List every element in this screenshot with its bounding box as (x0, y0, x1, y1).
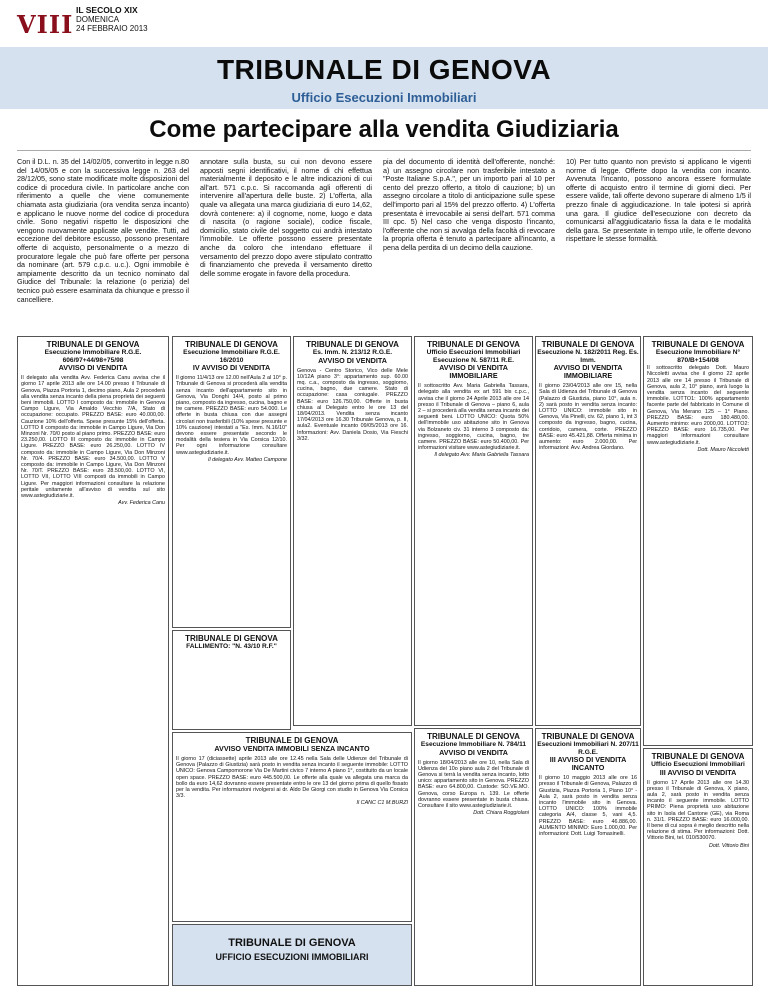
footer-subtitle: UFFICIO ESECUZIONI IMMOBILIARI (215, 952, 369, 962)
notice-title: TRIBUNALE DI GENOVA (306, 340, 399, 349)
intro-text: annotare sulla busta, su cui non devono essere apposti segni identificativi, il nome di chi effettua materialmente il deposito e le altre indicazioni di cui all'art. 571 c.p.c. Si raccomanda agli offerenti di intervenire all'apertura delle buste. 2) L'offerta, alla quale va allegata una marca giudiziaria di euro 14,62, dovrà contenere: a) il cognome, nome, luogo e data di nascita (o ragione sociale), codice fiscale, domicilio, stato civile del soggetto cui andrà intestato l'immobile. Le offerte possono essere presentate anche da coloro che intendano effettuare il versamento del prezzo dopo avere stipulato contratto di finanziamento che preveda il versamento diretto delle somme erogate in favore della procedura. (200, 158, 372, 278)
notice-body: Il giorno 17 Aprile 2013 alle ore 14.30 presso il Tribunale di Genova, X piano, aula 2, sarà posto in vendita senza incanto il seguente immobile. LOTTO PRIMO: Piena proprietà uso abitazione sito in Isola del Cantone (GE), via Roma n. 31/1. PREZZO BASE: euro 16.000,00. Il bene di cui sopra è meglio descritto nella relazione di stima. Per informazioni: Dott. Vittorio Bini, tel. 010/530070. (647, 779, 749, 842)
paper-name: IL SECOLO XIX (76, 5, 138, 15)
notice-body: Il delegato alla vendita Avv. Federica Canu avvisa che il giorno 17 aprile 2013 alle ore 14.00 presso il Tribunale di Genova, Piazza Portoria 1, decimo piano, Aula 2 procederà alla vendita senza incanto della piena proprietà dei seguenti beni immobili. LOTTO I composto da: immobile in Genova Campo Ligure, Via Amaldo Vecchio 7/A, Stato di occupazione: occupato. PREZZO BASE: euro 40.000,00. Cauzione 10% dell'offerta. Spese presunte 15% dell'offerta. LOTTO II composto da: immobile in Campo Ligure, Via Don Minzoni Nr. 70/0 posto al piano primo. PREZZO BASE: euro 23.250,00. LOTTO III composto da: immobile in Campo Ligure. PREZZO BASE: euro 26.250,00. LOTTO IV composto da: immobile in Campo Ligure, Via Don Minzoni Nr. 70/4. PREZZO BASE: euro 34.500,00. LOTTO V composto da: immobile in Campo Ligure, Via Don Minzoni Nr. 70/T. PREZZO BASE: euro 28.500,00. LOTTO VI, LOTTO VII, LOTTO VIII composti da immobili in Campo Ligure. Per maggiori informazioni consultare la relazione peritale unitamente all'avviso di vendita sul sito www.astegiudiziarie.it. (21, 375, 165, 500)
notice-207-11 (535, 728, 641, 986)
intro-column-3 (383, 158, 555, 328)
banner-title: TRIBUNALE DI GENOVA (216, 54, 552, 85)
intro-text: 10) Per tutto quanto non previsto si applicano le vigenti norme di legge. Offerte dopo la vendita con incanto. Avvenuta l'incanto, possono ancora essere formulate offerte di acquisto entro il termine di giorni dieci. Per essere valide, tali offerte devono superare di almeno 1/5 il prezzo finale di aggiudicazione. In tale ipotesi si aprirà una gara. Il giudice dell'esecuzione con decreto da comunicarsi all'aggiudicatario fissa la data e le modalità della gara. Se presentate in tempo utile, le offerte devono rispettare le stesse formalità. (566, 158, 751, 244)
notice-signature: Avv. Federica Canu (118, 500, 165, 507)
notice-vendita-senza-incanto (172, 732, 412, 922)
page-header (0, 0, 768, 40)
notice-16-2010 (172, 336, 291, 628)
notice-title: TRIBUNALE DI GENOVA (185, 340, 278, 349)
weekday: DOMENICA (76, 15, 120, 24)
notice-title: TRIBUNALE DI GENOVA (541, 732, 635, 741)
footer-title: TRIBUNALE DI GENOVA (228, 937, 356, 949)
intro-column-1 (17, 158, 189, 328)
notice-signature: Dott. Chiara Roggiolani (473, 810, 529, 817)
section-banner (0, 47, 768, 109)
notice-title: TRIBUNALE DI GENOVA (427, 340, 520, 349)
notice-body: Genova - Centro Storico, Vico delle Mele 10/12A piano 3°: appartamento sup. 60.00 mq. c.a., composto da ingresso, soggiorno, cucina, bagno, due camere. Stato di occupazione: casa coniugale. PREZZO BASE: euro 126.750,00. Offerte in busta chiusa al Delegato entro le ore 13 del 18/04/2013. Vendita senza incanto 17/04/2013 ore 16.30 Tribunale Genova, p. II, aula2. Eventuale incanto 09/05/2013 ore 16. Informazioni: Avv. Daniela Dosio, Via Fieschi 3/32. (297, 367, 408, 442)
masthead (76, 6, 148, 33)
notice-title: TRIBUNALE DI GENOVA (651, 752, 745, 761)
notice-subtitle: Esecuzione Immobiliare R.G.E. 606/97+44/98+75/98 (44, 349, 142, 364)
notice-784-11 (414, 728, 533, 986)
intro-column-2 (200, 158, 372, 328)
notice-subtitle: Esecuzione Immobiliare N. 784/11 (420, 741, 527, 748)
notice-title: TRIBUNALE DI GENOVA (651, 340, 745, 349)
notice-body: Il sottoscritto Avv. Maria Gabriella Tassara, delegato alla vendita ex art 591 bis c.p.c., avvisa che il giorno 24 Aprile 2013 alle ore 14 presso il Tribunale di Genova – piano 6, aula 2 – si procederà alla vendita senza incanto dei seguenti beni. LOTTO UNICO: Quota 50% dell'immobile uso abitazione sito in Genova via Bolzaneto civ. 31 interno 3 composto da: ingresso, soggiorno, cucina, bagno, tre camere. PREZZO BASE: euro 50.400,00. Per informazioni visitare www.astegiudiziarie.it. (418, 383, 529, 452)
notice-subtitle: Esecuzione Immobiliare R.G.E. 16/2010 (183, 349, 280, 364)
notice-signature: Il delegato Avv. Maria Gabriella Tassara (434, 452, 529, 459)
notice-title: TRIBUNALE DI GENOVA (185, 634, 278, 643)
notice-kind: AVVISO DI VENDITA IMMOBILIARE (439, 363, 508, 381)
notice-subtitle: FALLIMENTO: "N. 43/10 R.F." (186, 643, 277, 650)
notice-subtitle: Ufficio Esecuzioni Immobiliari (651, 761, 745, 768)
notice-title: TRIBUNALE DI GENOVA (46, 340, 140, 349)
notice-title: TRIBUNALE DI GENOVA (427, 732, 520, 741)
notice-signature: Il delegato Avv. Matteo Campone (207, 456, 287, 463)
notice-182-2011 (535, 336, 641, 726)
notice-subtitle: Ufficio Esecuzioni Immobiliari Esecuzione N. 587/11 R.E. (426, 349, 521, 364)
divider (17, 150, 751, 151)
banner-subtitle: Ufficio Esecuzioni Immobiliari (291, 90, 477, 105)
notice-body: Il giorno 23/04/2013 alle ore 15, nella Sala di Udienza del Tribunale di Genova (Palazzo di Giustizia, piano 10°, aula n. 2) sarà posto in vendita senza incanto: LOTTO UNICO: immobile sito in Genova, Via Pinelli, civ. 62, piano 1, int 3 composto da ingresso, bagno, cucina, corridoio, camera, corte. PREZZO BASE: euro 45.421,88. Offerta minima in aumento: euro 2.000,00. Per informazioni: Avv. Andrea Giordano. (539, 383, 637, 452)
notice-kind: AVVISO DI VENDITA IMMOBILIARE (553, 363, 623, 381)
notice-signature: Dott. Mauro Niccoletti (697, 446, 749, 453)
notice-kind: AVVISO VENDITA IMMOBILI SENZA INCANTO (214, 744, 370, 753)
notice-subtitle: Esecuzione N. 182/2011 Reg. Es. Imm. (537, 349, 639, 364)
intro-text: Con il D.L. n. 35 del 14/02/05, convertito in legge n.80 del 14/05/05 e con la successiva legge n. 263 del 28/12/05, sono state modificate molte disposizioni del codice di procedura civile. In particolare anche con riferimento a quelle che viene comunemente chiamata asta giudiziaria (ora vendita senza incanto) e applicano le nuove norme del codice di procedura civile. Sono negativi rispetto le disposizioni che vengono nuovamente applicate alle vendite. Tutti, ad eccezione del debitore escusso, possono presentare offerte di acquisto, personalmente o a mezzo di procuratore legale che può fare offerte per persona da nominare (art. 579 c.p.c. u.c.). Ogni immobile è ampiamente descritto da un tecnico nominato dal Giudice del Tribunale: la relazione (o perizia) del tecnico può essere esaminata da chiunque e presso il cancelliere. (17, 158, 189, 304)
intro-column-4 (566, 158, 751, 328)
notice-title: TRIBUNALE DI GENOVA (541, 340, 635, 349)
notice-kind: AVVISO DI VENDITA (58, 363, 128, 373)
notice-kind: IV AVVISO DI VENDITA (192, 363, 271, 373)
notice-subtitle: Es. Imm. N. 213/12 R.G.E. (312, 349, 393, 356)
notice-subtitle: Esecuzioni Immobiliari N. 207/11 R.G.E. (537, 741, 639, 756)
notice-body: Il giorno 11/4/13 ore 12.00 nell'Aula 2 al 10° p. Tribunale di Genova si procederà alla vendita senza incanto dell'appartamento sito in Genova, Via Donghi 14/4, posto al primo piano, composto da ingresso, cucina, bagno e tre camere. PREZZO BASE: euro 54.000. Le offerte in busta chiusa con due assegni circolari non trasferibili (10% spese presunte e 10% cauzione) intestati a "Es. Imm. N.16/10" devono essere presentate secondo le modalità della tesiera in Via Corsica 12/10. Per ogni informazione consultare www.astegiudiziarie.it. (176, 375, 287, 456)
notice-kind: III AVVISO DI VENDITA INCANTO (549, 755, 627, 773)
legal-notices-area (17, 336, 751, 986)
notice-606-97 (17, 336, 169, 986)
footer-notice (172, 924, 412, 986)
intro-text: pia del documento di identità dell'offerente, nonché: a) un assegno circolare non trasferibile intestato a "Poste Italiane S.p.A.", per un importo pari al 10 per cento del prezzo offerto, a titolo di cauzione; b) un assegno circolare a titolo di anticipazione sulle spese dell'importo pari al 15% del prezzo offerto. 4) L'offerta presentata è irrevocabile ai sensi dell'art. 571 comma III cpc. 5) Nel caso che venga disposto l'incanto, l'offerente che non si avvalga della facoltà di revocare la propria offerta è tenuto a partecipare all'incanto, a pena della perdita di un decimo della cauzione. (383, 158, 555, 252)
notice-kind: AVVISO DI VENDITA (318, 355, 387, 365)
notice-body: Il sottoscritto delegato Dott. Mauro Niccoletti avvisa che il giorno 22 aprile 2013 alle ore 14 presso il Tribunale di Genova, aula 2, 10° piano, avrà luogo la vendita senza incanto del seguente immobile. LOTTO1: 100% appartamento facente parte del fabbricato in Comune di Genova, Via Merano 125 – 1° Piano. PREZZO BASE: euro 180.480,00. Aumento minimo: euro 2000,00. LOTTO2: PREZZO BASE: euro 16.735,00. Per maggiori informazioni consultare www.astegiudiziarie.it. (647, 365, 749, 446)
issue-date: 24 FEBBRAIO 2013 (76, 24, 148, 33)
notice-587-11 (414, 336, 533, 726)
notice-body: Il giorno 18/04/2013 alle ore 10, nella Sala di Udienza del 10o piano aula 2 del Tribunale di Genova si terrà la vendita senza incanto, lotto unico: appartamento sito in Genova. PREZZO BASE: euro 64.800,00. Custode: SO.VE.MO. Genova, corso Europa n. 139. Le offerte dovranno essere presentate in busta chiusa. Consultare il sito www.astegiudiziarie.it. (418, 759, 529, 810)
notice-213-12 (293, 336, 412, 726)
page-number: VIII (17, 10, 74, 39)
notice-kind: III AVVISO DI VENDITA (659, 767, 737, 777)
notice-isola-del-cantone (643, 748, 753, 986)
notice-signature: Dott. Vittorio Bini (708, 842, 749, 849)
notice-kind: AVVISO DI VENDITA (439, 747, 508, 757)
notice-870-b (643, 336, 753, 746)
notice-body: Il giorno 17 (diciassette) aprile 2013 alle ore 12.45 nella Sala delle Udienze del Tribunale di Genova (Palazzo di Giustizia) sarà posto in vendita senza incanto il seguente immobile: LOTTO UNICO: Genova Campomorone Via De Martini civico 7 interno A piano 1°, costituito da un locale open space. PREZZO BASE: euro 445.500,00. Le offerte alla quale va allegata una marca da bollo da euro 14,62 dovranno essere presentate entro le ore 13 del giorno prima di quello fissato per la vendita. Per informazioni rivolgersi ai dr. Aldo De Giorgi con studio in Genova Via Corsica 3/3. (176, 756, 408, 800)
article-headline: Come partecipare alla vendita Giudiziaria (149, 116, 619, 143)
notice-body: Il giorno 10 maggio 2013 alle ore 16 presso il Tribunale di Genova, Palazzo di Giustizia, Piazza Portoria 1, Piano 10° - Aula 2, sarà posto in vendita senza incanto l'immobile sito in Genova. LOTTO UNICO: 100% immobile categoria A/4, classe 5, vani 4,5. PREZZO BASE: euro 46.886,00. AUMENTO MINIMO: Euro 1.000,00. Per informazioni: Dott. Luigi Tomasinelli. (539, 775, 637, 838)
notice-title: TRIBUNALE DI GENOVA (245, 736, 339, 745)
notice-signature: Il CANC C1 M.BURZI (356, 800, 408, 807)
notice-subtitle: Esecuzione Immobiliare N° 870/B+154/08 (655, 349, 741, 364)
notice-placeholder-mid (172, 630, 291, 730)
